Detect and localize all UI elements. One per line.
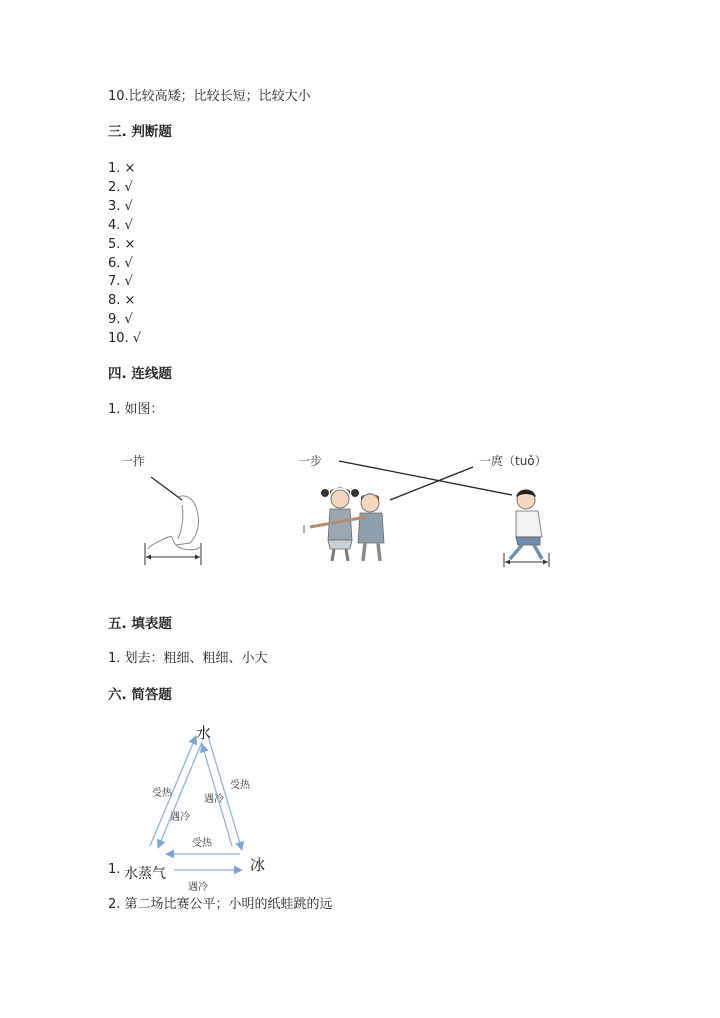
judge-item-1: 1. × (108, 161, 136, 176)
judge-item-2: 2. √ (108, 180, 133, 195)
label-bottom-top: 受热 (192, 838, 212, 849)
hand-span-picture (145, 477, 201, 565)
judge-item-3: 3. √ (108, 199, 133, 214)
label-bottom-bottom: 遇冷 (188, 882, 208, 893)
part2-item-10: 10.比较高矮；比较长短；比较大小 (108, 89, 311, 104)
section3-title: 三. 判断题 (108, 124, 172, 140)
judge-item-6: 6. √ (108, 256, 133, 271)
water-state-diagram (108, 718, 348, 898)
label-left-inner: 遇冷 (170, 812, 190, 823)
match-line-tuo (390, 467, 473, 500)
label-left-outer: 受热 (152, 788, 172, 799)
table-item-1: 1. 划去：粗细、粗细、小大 (108, 651, 268, 666)
matching-figure (0, 445, 720, 585)
section6-title: 六. 简答题 (108, 687, 172, 703)
judge-item-9: 9. √ (108, 312, 133, 327)
match-item-1: 1. 如图： (108, 402, 164, 417)
section5-title: 五. 填表题 (108, 616, 172, 632)
section4-title: 四. 连线题 (108, 366, 172, 382)
short-answer-item-1-number: 1. (108, 862, 121, 877)
two-kids-picture (304, 488, 384, 562)
judge-item-7: 7. √ (108, 274, 133, 289)
judge-item-4: 4. √ (108, 218, 133, 233)
judge-item-8: 8. × (108, 293, 136, 308)
label-bu: 一步 (298, 454, 323, 468)
label-right-outer: 受热 (230, 780, 250, 791)
label-tuo: 一庹（tuǒ） (479, 454, 547, 468)
judge-item-10: 10. √ (108, 331, 142, 346)
walking-boy-picture (504, 490, 549, 568)
node-water: 水 (196, 724, 212, 742)
judge-item-5: 5. × (108, 237, 136, 252)
label-right-inner: 遇冷 (204, 794, 224, 805)
node-vapor: 水蒸气 (124, 866, 166, 882)
label-zha: 一拃 (121, 454, 146, 468)
node-ice: 冰 (250, 856, 266, 874)
short-answer-item-2: 2. 第二场比赛公平；小明的纸蛙跳的远 (108, 897, 333, 912)
